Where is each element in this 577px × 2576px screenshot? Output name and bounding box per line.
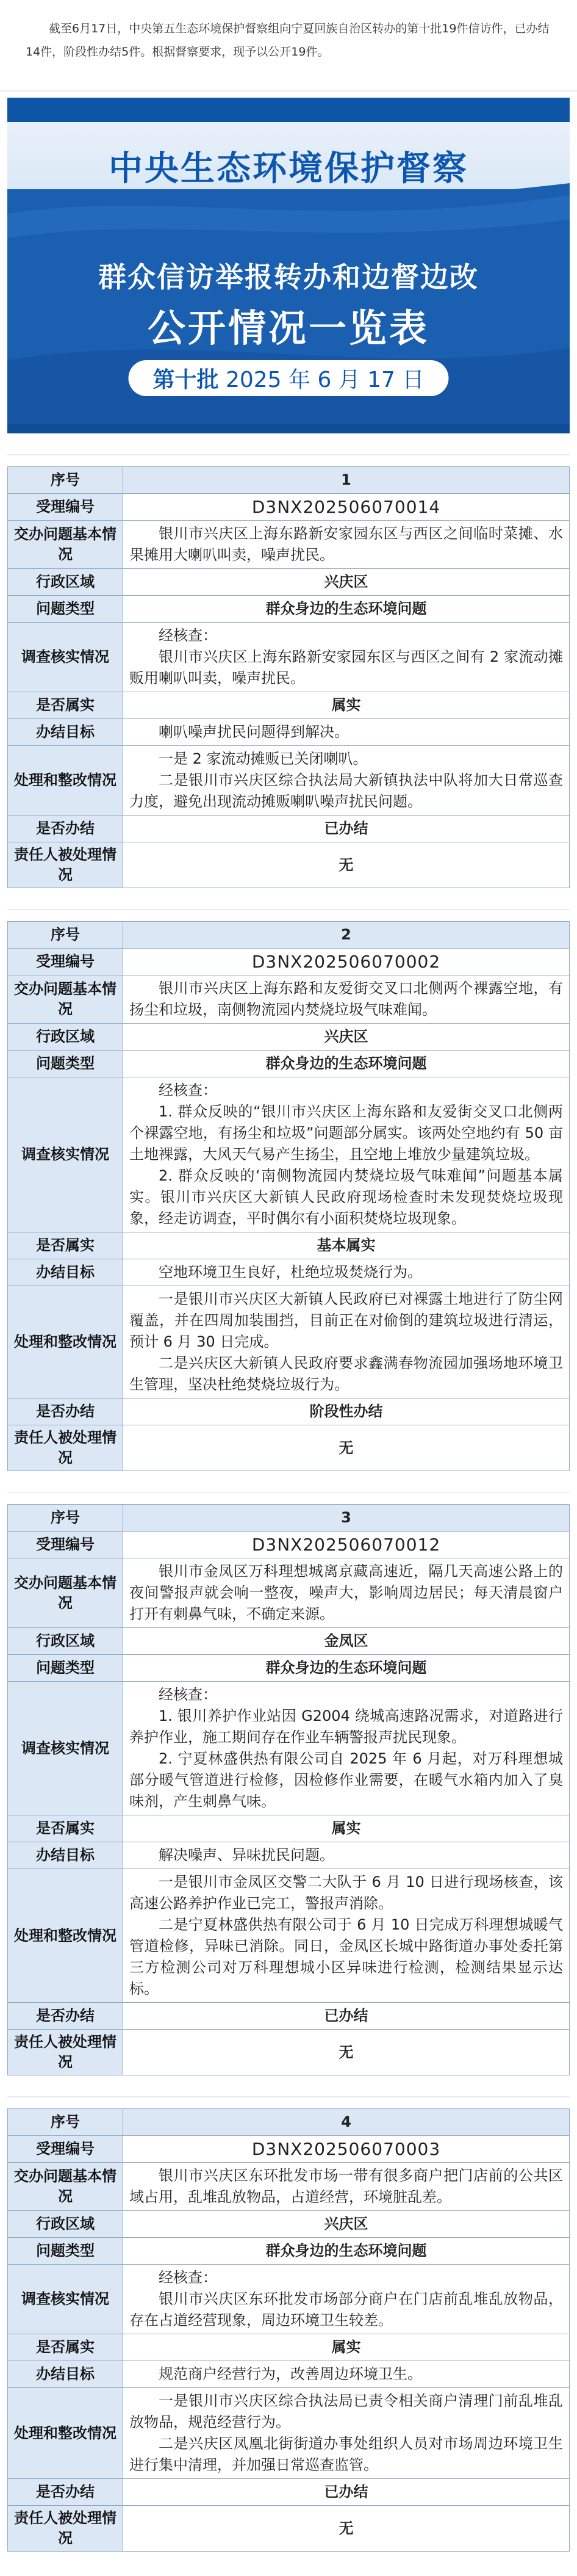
field-value-goal: 解决噪声、异味扰民问题。 <box>123 1842 570 1869</box>
field-value-rectification <box>123 1286 570 1398</box>
field-label-investigation: 调查核实情况 <box>8 2265 123 2334</box>
field-label-accountability: 责任人被处理情况 <box>8 2506 123 2552</box>
field-label-verified: 是否属实 <box>8 692 123 719</box>
field-value-issue: 银川市兴庆区东环批发市场一带有很多商户把门店前的公共区域占用，乱堆乱放物品，占道经营，环境脏乱差。 <box>123 2163 570 2211</box>
record-separator <box>7 433 570 455</box>
field-value-completed: 已办结 <box>123 2003 570 2030</box>
record-row-issue <box>8 1558 570 1628</box>
field-label-accountability: 责任人被处理情况 <box>8 1425 123 1471</box>
field-value-completed: 已办结 <box>123 2479 570 2506</box>
field-label-rectification: 处理和整改情况 <box>8 2388 123 2479</box>
field-label-investigation: 调查核实情况 <box>8 1682 123 1815</box>
field-label-goal: 办结目标 <box>8 1842 123 1869</box>
field-value-type: 群众身边的生态环境问题 <box>123 2238 570 2265</box>
field-value-type: 群众身边的生态环境问题 <box>123 1655 570 1682</box>
field-label-goal: 办结目标 <box>8 719 123 746</box>
field-label-region: 行政区域 <box>8 569 123 596</box>
field-label-seq: 序号 <box>8 1505 123 1532</box>
paragraph: 二是兴庆区凤凰北街街道办事处组织人员对市场周边环境卫生进行集中清理，并加强日常巡查监管。 <box>129 2435 563 2473</box>
field-label-issue: 交办问题基本情况 <box>8 2163 123 2211</box>
paragraph: 经核查： <box>159 627 217 644</box>
paragraph: 银川市兴庆区上海东路新安家园东区与西区之间有 2 家流动摊贩用喇叭叫卖，噪声扰民。 <box>129 648 563 687</box>
field-value-investigation <box>123 2265 570 2334</box>
paragraph: 1. 银川养护作业站因 G2004 绕城高速路况需求，对道路进行养护作业，施工期间存在作业车辆警报声扰民现象。 <box>129 1707 563 1746</box>
paragraph: 银川市兴庆区东环批发市场部分商户在门店前乱堆乱放物品，存在占道经营现象，周边环境卫生较差。 <box>129 2290 563 2329</box>
record-table <box>7 2108 570 2552</box>
field-value-code: D3NX202506070014 <box>123 494 570 521</box>
record-row-issue <box>8 521 570 569</box>
field-label-completed: 是否办结 <box>8 2003 123 2030</box>
record-row-code <box>8 494 570 521</box>
record-row-type <box>8 596 570 623</box>
record-row-region <box>8 1628 570 1655</box>
record-row-issue <box>8 975 570 1024</box>
record-separator <box>7 1471 570 1493</box>
banner-bottom-band <box>7 424 570 433</box>
record-row-type <box>8 1051 570 1077</box>
record-row-accountability <box>8 842 570 888</box>
record-row-completed <box>8 2479 570 2506</box>
field-value-verified: 属实 <box>123 692 570 719</box>
field-value-type: 群众身边的生态环境问题 <box>123 596 570 623</box>
paragraph: 2. 宁夏林盛供热有限公司自 2025 年 6 月起，对万科理想城部分暖气管道进行检修，因检修作业需要，在暖气水箱内加入了臭味剂，产生刺鼻气味。 <box>129 1750 563 1810</box>
field-value-seq: 2 <box>123 922 570 949</box>
field-label-accountability: 责任人被处理情况 <box>8 2030 123 2075</box>
field-value-investigation <box>123 1077 570 1232</box>
field-label-verified: 是否属实 <box>8 1815 123 1842</box>
field-value-region: 金凤区 <box>123 1628 570 1655</box>
record-row-investigation <box>8 1077 570 1232</box>
field-label-seq: 序号 <box>8 467 123 494</box>
field-value-completed: 已办结 <box>123 816 570 842</box>
banner-title: 中央生态环境保护督察 <box>109 149 468 189</box>
record-row-region <box>8 2211 570 2238</box>
banner-top-band <box>7 98 570 122</box>
record-row-goal <box>8 719 570 746</box>
record-row-goal <box>8 1259 570 1286</box>
paragraph: 1. 群众反映的“银川市兴庆区上海东路和友爱街交叉口北侧两个裸露空地，有扬尘和垃圾”问题部分属实。该两处空地约有 50 亩土地裸露，大风天气易产生扬尘，且空地上堆放少量建筑垃圾。 <box>129 1103 563 1163</box>
field-value-type: 群众身边的生态环境问题 <box>123 1051 570 1077</box>
record-row-goal <box>8 1842 570 1869</box>
field-value-goal: 空地环境卫生良好，杜绝垃圾焚烧行为。 <box>123 1259 570 1286</box>
field-value-issue: 银川市兴庆区上海东路和友爱街交叉口北侧两个裸露空地，有扬尘和垃圾，南侧物流园内焚烧垃圾气味难闻。 <box>123 975 570 1024</box>
field-label-completed: 是否办结 <box>8 816 123 842</box>
paragraph: 经核查： <box>159 1686 217 1703</box>
field-label-completed: 是否办结 <box>8 1398 123 1425</box>
batch-date-pill <box>128 360 448 396</box>
field-value-verified: 属实 <box>123 1815 570 1842</box>
field-label-verified: 是否属实 <box>8 1232 123 1259</box>
paragraph: 二是宁夏林盛供热有限公司于 6 月 10 日完成万科理想城暖气管道检修，异味已消除。同日，金凤区长城中路街道办事处委托第三方检测公司对万科理想城小区异味进行检测，检测结果显示达标。 <box>129 1916 563 1997</box>
record-row-code <box>8 2136 570 2163</box>
field-value-issue: 银川市金凤区万科理想城离京藏高速近，隔几天高速公路上的夜间警报声就会响一整夜，噪声大，影响周边居民；每天清晨窗户打开有刺鼻气味，不确定来源。 <box>123 1558 570 1628</box>
field-value-investigation <box>123 623 570 692</box>
field-label-code: 受理编号 <box>8 494 123 521</box>
field-label-type: 问题类型 <box>8 2238 123 2265</box>
field-label-rectification: 处理和整改情况 <box>8 746 123 816</box>
field-label-region: 行政区域 <box>8 1024 123 1051</box>
record-row-accountability <box>8 1425 570 1471</box>
field-value-region: 兴庆区 <box>123 569 570 596</box>
record-row-seq <box>8 1505 570 1532</box>
field-value-seq: 4 <box>123 2109 570 2136</box>
field-label-investigation: 调查核实情况 <box>8 1077 123 1232</box>
record-row-accountability <box>8 2030 570 2075</box>
field-label-goal: 办结目标 <box>8 2361 123 2388</box>
intro-text: 截至6月17日，中央第五生态环境保护督察组向宁夏回族自治区转办的第十批19件信访件，已办结14件，阶段性办结5件。根据督察要求，现予以公开19件。 <box>0 0 577 92</box>
field-value-accountability: 无 <box>123 2030 570 2075</box>
field-label-rectification: 处理和整改情况 <box>8 1869 123 2003</box>
field-value-rectification <box>123 746 570 816</box>
field-value-verified: 基本属实 <box>123 1232 570 1259</box>
field-label-type: 问题类型 <box>8 596 123 623</box>
field-label-region: 行政区域 <box>8 2211 123 2238</box>
banner-subtitle-line1: 群众信访举报转办和边督边改 <box>98 261 479 294</box>
paragraph: 一是 2 家流动摊贩已关闭喇叭。 <box>159 750 368 767</box>
field-label-code: 受理编号 <box>8 2136 123 2163</box>
field-value-rectification <box>123 1869 570 2003</box>
record-row-verified <box>8 1815 570 1842</box>
record-row-verified <box>8 1232 570 1259</box>
banner-subtitle-line2: 公开情况一览表 <box>147 306 429 350</box>
record-row-investigation <box>8 1682 570 1815</box>
record-table <box>7 921 570 1471</box>
field-value-seq: 3 <box>123 1505 570 1532</box>
record-row-verified <box>8 2334 570 2361</box>
field-value-region: 兴庆区 <box>123 1024 570 1051</box>
record-row-code <box>8 949 570 975</box>
field-value-accountability: 无 <box>123 842 570 888</box>
record-row-rectification <box>8 746 570 816</box>
field-value-code: D3NX202506070002 <box>123 949 570 975</box>
field-value-region: 兴庆区 <box>123 2211 570 2238</box>
record-row-code <box>8 1532 570 1558</box>
field-value-seq: 1 <box>123 467 570 494</box>
record-row-region <box>8 1024 570 1051</box>
records-root <box>7 433 570 2552</box>
record-row-verified <box>8 692 570 719</box>
paragraph: 一是银川市兴庆区综合执法局已责令相关商户清理门前乱堆乱放物品，规范经营行为。 <box>129 2392 563 2431</box>
paragraph: 经核查： <box>159 1082 217 1099</box>
batch-date: 2025 年 6 月 17 日 <box>225 367 425 393</box>
record-table <box>7 1504 570 2075</box>
record-separator <box>7 888 570 910</box>
field-value-code: D3NX202506070012 <box>123 1532 570 1558</box>
record-row-goal <box>8 2361 570 2388</box>
record-row-type <box>8 2238 570 2265</box>
record-row-completed <box>8 1398 570 1425</box>
record-table <box>7 466 570 888</box>
field-label-goal: 办结目标 <box>8 1259 123 1286</box>
field-value-verified: 属实 <box>123 2334 570 2361</box>
record-separator <box>7 2075 570 2097</box>
field-label-issue: 交办问题基本情况 <box>8 521 123 569</box>
paragraph: 一是银川市金凤区交警二大队于 6 月 10 日进行现场核查，该高速公路养护作业已完工，警报声消除。 <box>129 1873 563 1912</box>
field-label-region: 行政区域 <box>8 1628 123 1655</box>
field-label-verified: 是否属实 <box>8 2334 123 2361</box>
field-value-investigation <box>123 1682 570 1815</box>
field-label-code: 受理编号 <box>8 949 123 975</box>
record-row-seq <box>8 922 570 949</box>
record-row-rectification <box>8 2388 570 2479</box>
field-value-code: D3NX202506070003 <box>123 2136 570 2163</box>
field-label-accountability: 责任人被处理情况 <box>8 842 123 888</box>
field-label-rectification: 处理和整改情况 <box>8 1286 123 1398</box>
field-value-accountability: 无 <box>123 2506 570 2552</box>
paragraph: 一是银川市兴庆区大新镇人民政府已对裸露土地进行了防尘网覆盖，并在四周加装围挡，目前正在对偷倒的建筑垃圾进行清运，预计 6 月 30 日完成。 <box>129 1290 563 1350</box>
record-row-issue <box>8 2163 570 2211</box>
field-value-goal: 喇叭噪声扰民问题得到解决。 <box>123 719 570 746</box>
field-label-investigation: 调查核实情况 <box>8 623 123 692</box>
record-row-seq <box>8 2109 570 2136</box>
record-row-completed <box>8 2003 570 2030</box>
field-label-issue: 交办问题基本情况 <box>8 1558 123 1628</box>
record-row-rectification <box>8 1869 570 2003</box>
field-label-issue: 交办问题基本情况 <box>8 975 123 1024</box>
field-label-code: 受理编号 <box>8 1532 123 1558</box>
batch-label: 第十批 <box>152 367 219 393</box>
paragraph: 经核查： <box>159 2269 217 2286</box>
field-value-goal: 规范商户经营行为，改善周边环境卫生。 <box>123 2361 570 2388</box>
paragraph: 2. 群众反映的‘南侧物流园内焚烧垃圾气味难闻”问题基本属实。银川市兴庆区大新镇人民政府现场检查时未发现焚烧垃圾现象，经走访调查，平时偶尔有小面积焚烧垃圾现象。 <box>129 1167 563 1227</box>
field-label-completed: 是否办结 <box>8 2479 123 2506</box>
record-row-completed <box>8 816 570 842</box>
field-label-seq: 序号 <box>8 922 123 949</box>
field-label-seq: 序号 <box>8 2109 123 2136</box>
field-value-issue: 银川市兴庆区上海东路新安家园东区与西区之间临时菜摊、水果摊用大喇叭叫卖，噪声扰民。 <box>123 521 570 569</box>
title-banner <box>7 98 570 433</box>
paragraph: 二是银川市兴庆区综合执法局大新镇执法中队将加大日常巡查力度，避免出现流动摊贩喇叭噪声扰民问题。 <box>129 772 563 810</box>
record-row-investigation <box>8 623 570 692</box>
field-label-type: 问题类型 <box>8 1051 123 1077</box>
record-row-seq <box>8 467 570 494</box>
record-row-region <box>8 569 570 596</box>
record-row-accountability <box>8 2506 570 2552</box>
field-value-completed: 阶段性办结 <box>123 1398 570 1425</box>
field-label-type: 问题类型 <box>8 1655 123 1682</box>
record-row-type <box>8 1655 570 1682</box>
record-row-rectification <box>8 1286 570 1398</box>
record-row-investigation <box>8 2265 570 2334</box>
paragraph: 二是兴庆区大新镇人民政府要求鑫满春物流园加强场地环境卫生管理，坚决杜绝焚烧垃圾行为。 <box>129 1355 563 1393</box>
field-value-accountability: 无 <box>123 1425 570 1471</box>
field-value-rectification <box>123 2388 570 2479</box>
records-list <box>0 433 577 2552</box>
